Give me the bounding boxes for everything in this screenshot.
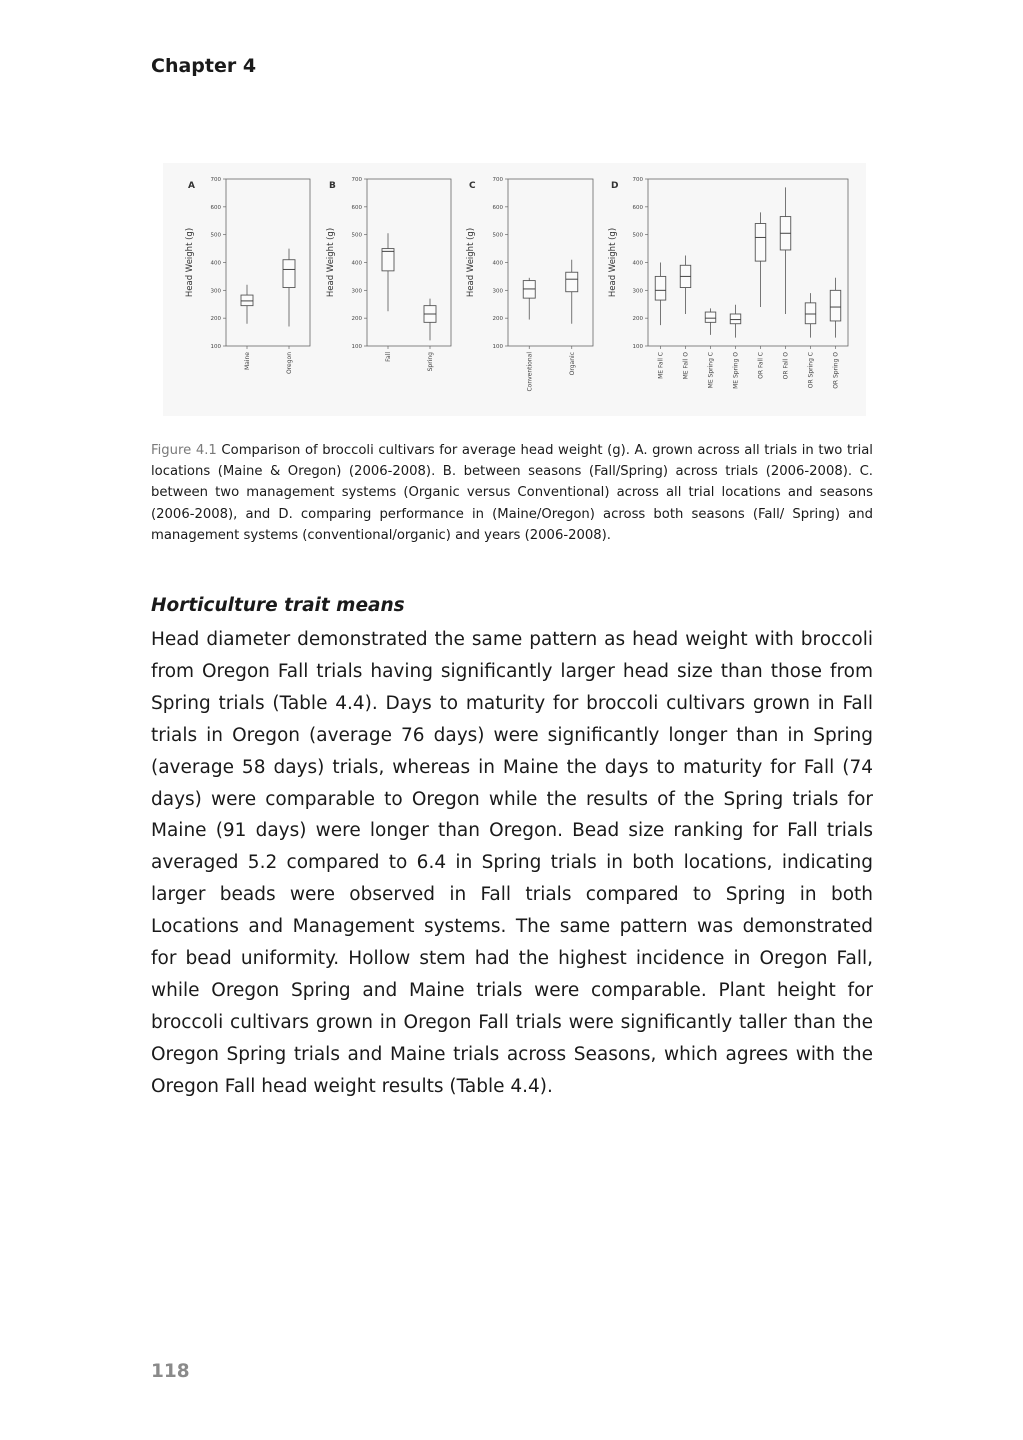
y-tick-label: 500 [632, 232, 643, 239]
y-axis-label: Head Weight (g) [466, 227, 476, 298]
figure-caption-text: Comparison of broccoli cultivars for average head weight (g). A. grown across all trials in two trial locations (Maine & Oregon) (2006-2008). B. between seasons (Fall/Spring) across trials (2006-2008). C. between two management systems (Organic versus Conventional) across all trial locations and seasons (2006-2008), and D. comparing performance in (Maine/Oregon) across both seasons (Fall/ Spring) and management systems (conventional/organic) and years (2006-2008). [151, 443, 873, 543]
x-tick-label: Fall [385, 352, 392, 362]
figure-4-1-box-plots [163, 163, 866, 416]
y-tick-label: 600 [210, 204, 221, 211]
y-axis-label: Head Weight (g) [608, 227, 618, 298]
x-tick-label: Spring [427, 352, 434, 372]
y-tick-label: 200 [210, 316, 221, 323]
x-tick-label: OR Spring O [832, 352, 840, 389]
y-tick-label: 600 [492, 204, 503, 211]
y-tick-label: 200 [632, 316, 643, 323]
y-tick-label: 300 [632, 288, 643, 295]
y-axis-label: Head Weight (g) [185, 227, 195, 298]
y-tick-label: 200 [492, 316, 503, 323]
box-iqr [382, 249, 394, 271]
box-iqr [755, 224, 766, 262]
y-tick-label: 300 [351, 288, 362, 295]
y-tick-label: 100 [351, 344, 362, 350]
y-tick-label: 100 [632, 344, 643, 350]
y-axis-label: Head Weight (g) [326, 227, 336, 298]
panel-letter: D [611, 181, 619, 191]
y-tick-label: 300 [492, 288, 503, 295]
x-tick-label: ME Fall O [682, 352, 690, 380]
box-iqr [730, 314, 741, 324]
y-tick-label: 400 [210, 260, 221, 267]
box-iqr [830, 290, 841, 321]
y-tick-label: 500 [210, 232, 221, 239]
x-tick-label: Maine [244, 352, 251, 371]
figure-caption [151, 440, 873, 546]
box-iqr [566, 272, 578, 291]
figure-caption-label: Figure 4.1 [151, 443, 217, 458]
x-tick-label: ME Spring O [732, 352, 740, 389]
section-body-paragraph: Head diameter demonstrated the same pattern as head weight with broccoli from Oregon Fall trials having significantly larger head size than those from Spring trials (Table 4.4). Days to maturity for broccoli cultivars grown in Fall trials in Oregon (average 76 days) were significantly longer than in Spring (average 58 days) trials, whereas in Maine the days to maturity for Fall (74 days) were comparable to Oregon while the results of the Spring trials for Maine (91 days) were longer than Oregon. Bead size ranking for Fall trials averaged 5.2 compared to 6.4 in Spring trials in both locations, indicating larger beads were observed in Fall trials compared to Spring in both Locations and Management systems. The same pattern was demonstrated for bead uniformity. Hollow stem had the highest incidence in Oregon Fall, while Oregon Spring and Maine trials were comparable. Plant height for broccoli cultivars grown in Oregon Fall trials were significantly taller than the Oregon Spring trials and Maine trials across Seasons, which agrees with the Oregon Fall head weight results (Table 4.4). [151, 629, 873, 1097]
box-iqr [705, 312, 716, 322]
y-tick-label: 700 [210, 177, 221, 183]
y-tick-label: 100 [210, 344, 221, 350]
x-tick-label: Organic [568, 352, 576, 376]
chapter-header: Chapter 4 [151, 55, 257, 77]
box-iqr [805, 303, 816, 324]
y-tick-label: 500 [351, 232, 362, 239]
x-tick-label: OR Fall O [782, 352, 790, 380]
y-tick-label: 700 [632, 177, 643, 183]
y-tick-label: 400 [351, 260, 362, 267]
y-tick-label: 400 [492, 260, 503, 267]
x-tick-label: ME Fall C [657, 352, 665, 379]
panel-letter: B [329, 181, 336, 191]
y-tick-label: 200 [351, 316, 362, 323]
x-tick-label: OR Fall C [757, 352, 765, 379]
x-tick-label: Oregon [286, 352, 293, 375]
page-number: 118 [151, 1361, 190, 1382]
panel-letter: C [469, 181, 476, 191]
panel-letter: A [188, 181, 195, 191]
y-tick-label: 100 [492, 344, 503, 350]
x-tick-label: OR Spring C [807, 352, 815, 389]
y-tick-label: 700 [351, 177, 362, 183]
y-tick-label: 600 [351, 204, 362, 211]
y-tick-label: 700 [492, 177, 503, 183]
y-tick-label: 500 [492, 232, 503, 239]
x-tick-label: ME Spring C [707, 352, 715, 389]
section-heading: Horticulture trait means [151, 595, 405, 616]
box-iqr [241, 295, 253, 306]
box-iqr [283, 260, 295, 288]
x-tick-label: Conventional [526, 352, 534, 392]
box-iqr [655, 276, 666, 300]
y-tick-label: 400 [632, 260, 643, 267]
y-tick-label: 300 [210, 288, 221, 295]
y-tick-label: 600 [632, 204, 643, 211]
